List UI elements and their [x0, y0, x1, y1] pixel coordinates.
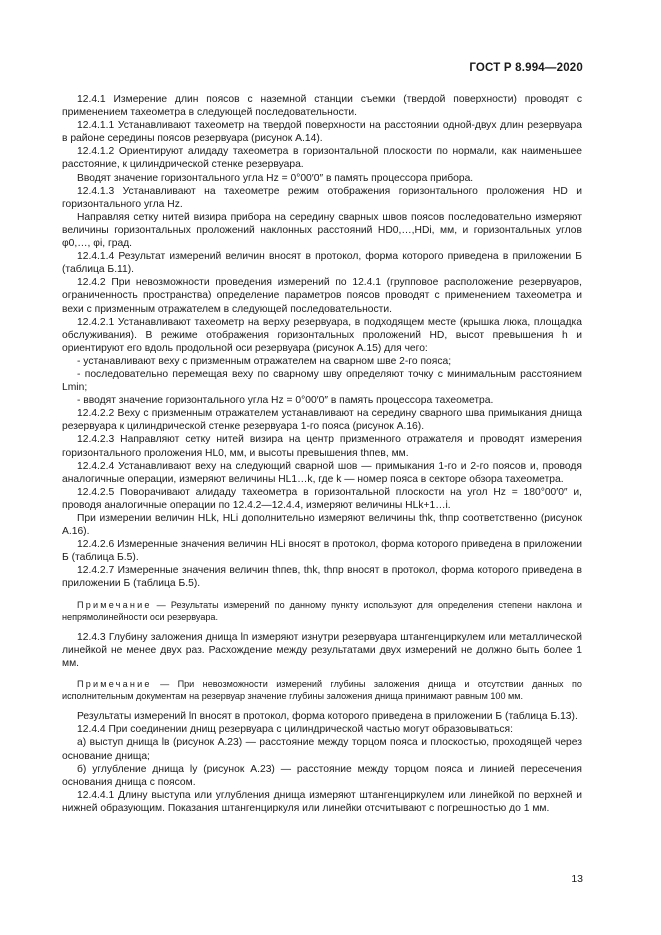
paragraph-12-4-1-4: 12.4.1.4 Результат измерений величин вносят в протокол, форма которого приведена в приложении Б (таблица Б.11).: [62, 251, 582, 276]
list-item-2: - последовательно перемещая веху по сварному шву определяют точку с минимальным расстоянием Lmin;: [62, 368, 582, 394]
paragraph-12-4-2: 12.4.2 При невозможности проведения измерений по 12.4.1 (групповое расположение резервуаров, ограниченность пространства) определение параметров поясов проводят с применением тахеометра и вехи с призменным отражателем в следующей последовательности.: [62, 277, 582, 315]
paragraph-sighting: Направляя сетку нитей визира прибора на середину сварных швов поясов последовательно измеряют величины горизонтальных проложений наклонных расстояний HD0,…,HDi, мм, и горизонтальных углов φ0,…, φi, град.: [62, 211, 582, 250]
paragraph-12-4-1-3: 12.4.1.3 Устанавливают на тахеометре режим отображения горизонтального проложения HD и горизонтального угла Hz.: [62, 185, 582, 210]
note-text: — Результаты измерений по данному пункту используют для определения степени наклона и непрямолинейности оси резервуара.: [62, 599, 582, 622]
note-text: — При невозможности измерений глубины заложения днища и отсутствии данных по исполнительным документам на резервуар значение глубины заложения днища принимают равным 100 мм.: [62, 679, 582, 702]
paragraph-hz-input: Вводят значение горизонтального угла Hz = 0°00′0″ в память процессора прибора.: [77, 172, 474, 184]
paragraph-12-4-1-2: 12.4.1.2 Ориентируют алидаду тахеометра в горизонтальной плоскости по нормали, как наименьшее расстояние, к цилиндрической стенке резервуара.: [62, 146, 582, 171]
list-item-1: - устанавливают веху с призменным отражателем на сварном шве 2-го пояса;: [77, 355, 452, 367]
note-1: [62, 599, 582, 623]
note-2: [62, 678, 582, 702]
paragraph-12-4-2-6: 12.4.2.6 Измеренные значения величин HLi вносят в протокол, форма которого приведена в приложении Б (таблица Б.5).: [62, 539, 582, 564]
document-body: [62, 93, 582, 815]
paragraph-12-4-1: 12.4.1 Измерение длин поясов с наземной станции съемки (твердой поверхности) проводят с применением тахеометра в следующей последовательности.: [62, 94, 582, 119]
standard-header: ГОСТ Р 8.994—2020: [469, 62, 583, 74]
paragraph-additional-measure: При измерении величин HLk, HLi дополнительно измеряют величины thk, thпр соответственно (рисунок А.16).: [62, 513, 582, 538]
paragraph-12-4-2-5: 12.4.2.5 Поворачивают алидаду тахеометра в горизонтальной плоскости на угол Hz = 180°00′0″ и, проводя аналогичные операции по 12.4.2—12.4.4, измеряют величины HLk+1…i.: [62, 486, 582, 511]
paragraph-12-4-4: 12.4.4 При соединении днищ резервуара с цилиндрической частью могут образовываться:: [77, 724, 513, 736]
list-item-a: а) выступ днища lв (рисунок А.23) — расстояние между торцом пояса и плоскостью, проходящей через основание днища;: [62, 737, 582, 762]
paragraph-12-4-1-1: 12.4.1.1 Устанавливают тахеометр на твердой поверхности на расстоянии одной-двух длин резервуара в районе середины поясов резервуара (рисунок А.14).: [62, 120, 582, 145]
paragraph-12-4-2-2: 12.4.2.2 Веху с призменным отражателем устанавливают на середину сварного шва примыкания днища резервуара к цилиндрической стенке резервуара 1-го пояса (рисунок А.16).: [62, 408, 582, 433]
paragraph-12-4-2-7: 12.4.2.7 Измеренные значения величин thпев, thk, thпр вносят в протокол, форма которого приведена в приложении Б (таблица Б.5).: [62, 565, 582, 590]
note-label: Примечание: [77, 679, 152, 690]
page-number: 13: [571, 873, 583, 885]
paragraph-12-4-2-1: 12.4.2.1 Устанавливают тахеометр на верху резервуара, в подходящем месте (крышка люка, площадка обслуживания). В режиме отображения горизонтальных проложений HD, высот превышения h и ориентируют его вдоль продольной оси резервуара (рисунок А.15) для чего:: [62, 316, 582, 354]
paragraph-12-4-2-3: 12.4.2.3 Направляют сетку нитей визира на центр призменного отражателя и проводят измерения горизонтального проложения HL0, мм, и высоты превышения thпев, мм.: [62, 434, 582, 459]
list-item-b: б) углубление днища lу (рисунок А.23) — расстояние между торцом пояса и линией пересечения основания днища с поясом.: [62, 763, 582, 788]
paragraph-12-4-4-1: 12.4.4.1 Длину выступа или углубления днища измеряют штангенциркулем или линейкой по верхней и нижней образующим. Показания штангенциркуля или линейки отсчитывают с погрешностью до 1 мм.: [62, 789, 582, 814]
paragraph-12-4-3: 12.4.3 Глубину заложения днища lп измеряют изнутри резервуара штангенциркулем или металлической линейкой не менее двух раз. Расхождение между результатами двух измерений не должно быть более 1 мм.: [62, 631, 582, 669]
paragraph-results-ln: Результаты измерений lп вносят в протокол, форма которого приведена в приложении Б (таблица Б.13).: [77, 711, 578, 723]
paragraph-12-4-2-4: 12.4.2.4 Устанавливают веху на следующий сварной шов — примыкания 1-го и 2-го поясов и, проводя аналогичные операции, измеряют величины HL1…k, где k — номер пояса в секторе обзора тахеометра.: [62, 460, 582, 485]
note-label: Примечание: [77, 599, 152, 610]
list-item-3: - вводят значение горизонтального угла Hz = 0°00′0″ в память процессора тахеометра.: [77, 395, 494, 407]
